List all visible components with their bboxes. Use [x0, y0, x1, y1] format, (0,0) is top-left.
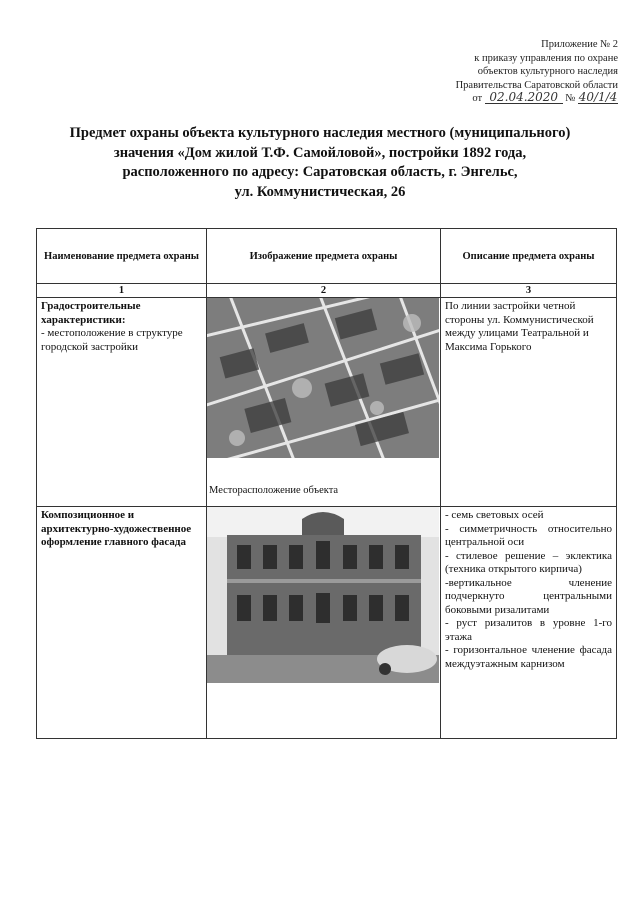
header-name: Наименование предмета охраны	[37, 229, 207, 284]
description-item: - симметричность относительно центральной оси	[445, 522, 612, 548]
row1-name-rest: - местоположение в структуре городской застройки	[41, 327, 183, 353]
from-label: от	[472, 93, 483, 104]
row2-image-cell	[207, 507, 441, 739]
photo-caption: Месторасположение объекта	[209, 485, 339, 496]
table-row	[37, 298, 617, 507]
aerial-location-image	[207, 298, 439, 458]
description-item: - руст ризалитов в уровне 1-го этажа	[445, 617, 612, 643]
order-reference	[418, 92, 618, 106]
title-line-3: расположенного по адресу: Саратовская область, г. Энгельс,	[122, 164, 518, 180]
column-number-row	[37, 284, 617, 298]
appendix-block	[418, 38, 618, 106]
row1-description-cell	[441, 298, 617, 507]
column-number-1: 1	[37, 284, 207, 298]
document-title	[40, 124, 600, 202]
title-line-1: Предмет охраны объекта культурного наследия местного (муниципального)	[69, 125, 571, 141]
header-description: Описание предмета охраны	[441, 229, 617, 284]
row1-image-cell	[207, 298, 441, 507]
handwritten-number: 40/1/4	[578, 90, 618, 104]
description-item: -вертикальное членение подчеркнуто центральными боковыми ризалитами	[445, 576, 612, 616]
column-number-3: 3	[441, 284, 617, 298]
row1-description: По линии застройки четной стороны ул. Коммунистической между улицами Театральной и Максима Горького	[445, 300, 594, 353]
table-row	[37, 507, 617, 739]
protection-subject-table	[36, 228, 617, 739]
facade-photo	[207, 507, 439, 683]
header-image: Изображение предмета охраны	[207, 229, 441, 284]
title-line-4: ул. Коммунистическая, 26	[234, 183, 406, 200]
row1-name-bold: Градостроительные характеристики:	[41, 300, 141, 326]
column-number-2: 2	[207, 284, 441, 298]
table-header-row	[37, 229, 617, 284]
appendix-line-2: к приказу управления по охране	[474, 52, 618, 64]
appendix-line-4: Правительства Саратовской области	[455, 79, 618, 91]
row2-name-cell	[37, 507, 207, 739]
title-line-2: значения «Дом жилой Т.Ф. Самойловой», постройки 1892 года,	[113, 144, 527, 161]
row1-name-cell	[37, 298, 207, 507]
description-item: - стилевое решение – эклектика (техника открытого кирпича)	[445, 549, 612, 575]
description-item: - горизонтальное членение фасада междуэтажным карнизом	[445, 644, 612, 670]
number-label: №	[565, 93, 576, 104]
handwritten-date: 02.04.2020	[485, 92, 563, 104]
row2-name-bold: Композиционное и архитектурно-художественное оформление главного фасада	[41, 509, 192, 548]
appendix-line-3: объектов культурного наследия	[477, 66, 618, 77]
row2-description-cell	[441, 507, 617, 739]
description-item: - семь световых осей	[445, 509, 544, 521]
appendix-line-1: Приложение № 2	[541, 39, 618, 50]
